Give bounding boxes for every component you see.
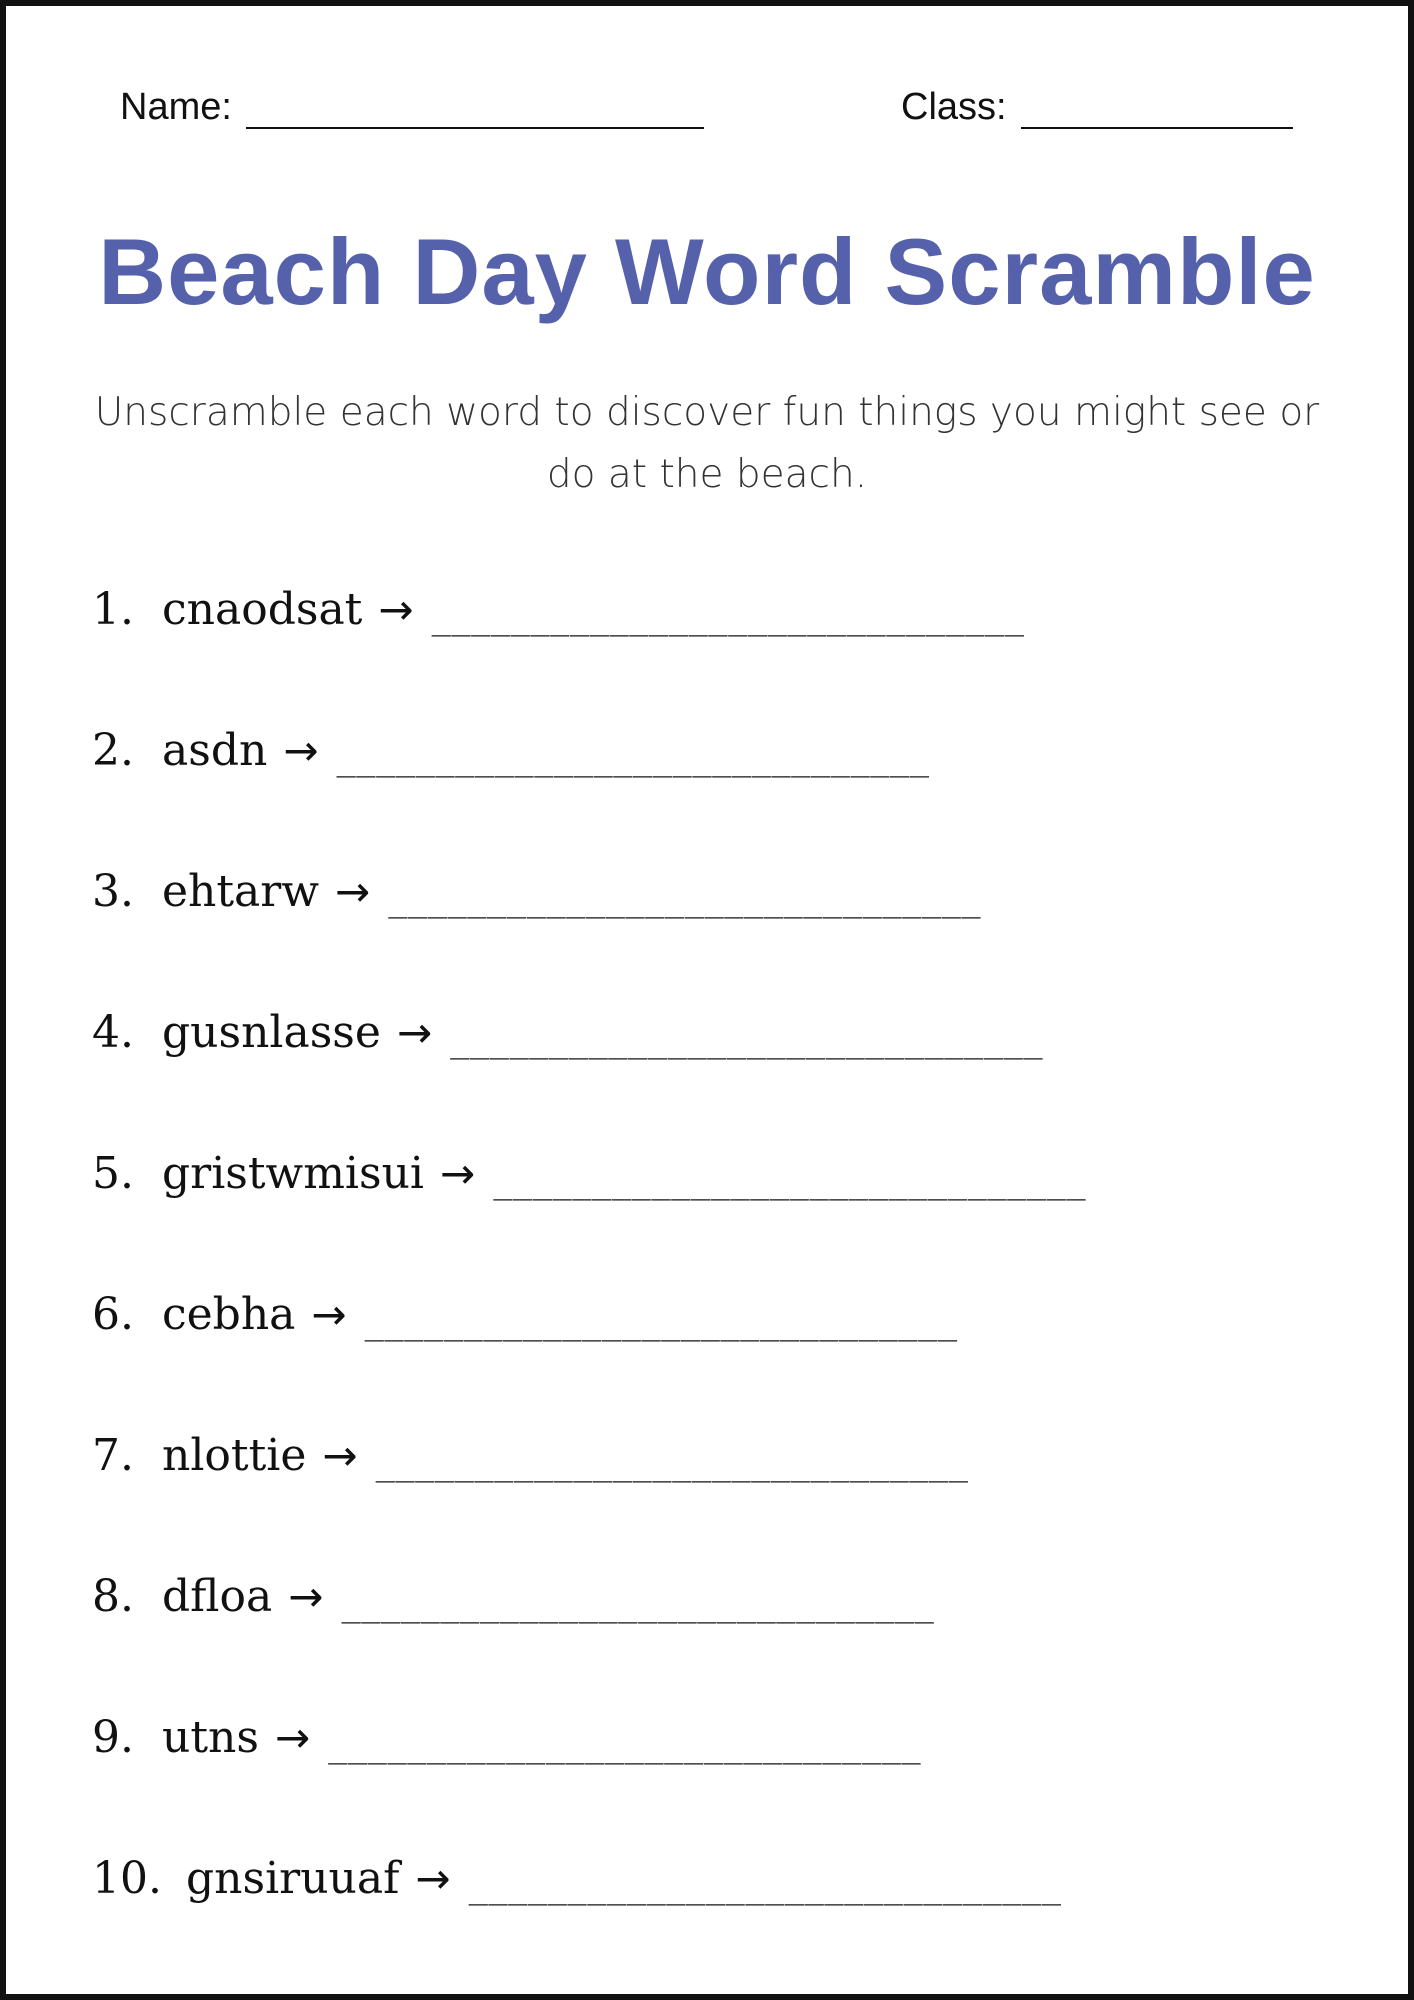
list-item	[92, 1557, 1312, 1698]
list-item	[92, 1275, 1312, 1416]
item-number: 1.	[92, 584, 134, 635]
item-number: 3.	[92, 866, 134, 917]
item-number: 5.	[92, 1148, 134, 1199]
item-number: 2.	[92, 725, 134, 776]
answer-blank[interactable]: ______________________________	[341, 1586, 935, 1624]
list-item	[92, 993, 1312, 1134]
header-row	[120, 86, 1296, 136]
list-item	[92, 1134, 1312, 1275]
class-label: Class:	[901, 86, 1007, 128]
list-item	[92, 1416, 1312, 1557]
item-number: 9.	[92, 1712, 134, 1763]
item-number: 6.	[92, 1289, 134, 1340]
answer-blank[interactable]: ______________________________	[431, 599, 1025, 637]
scrambled-word: gristwmisui	[162, 1148, 424, 1199]
scrambled-word: cebha	[162, 1289, 296, 1340]
arrow-icon: →	[283, 726, 319, 775]
answer-blank[interactable]: ______________________________	[336, 740, 930, 778]
answer-blank[interactable]: ______________________________	[450, 1022, 1044, 1060]
list-item	[92, 1698, 1312, 1839]
arrow-icon: →	[335, 867, 371, 916]
class-field	[901, 86, 1293, 129]
answer-blank[interactable]: ______________________________	[468, 1868, 1062, 1906]
arrow-icon: →	[396, 1008, 433, 1057]
scrambled-word: utns	[162, 1712, 259, 1763]
scrambled-word: nlottie	[162, 1430, 307, 1481]
name-label: Name:	[120, 86, 232, 128]
answer-blank[interactable]: ______________________________	[328, 1727, 922, 1765]
arrow-icon: →	[322, 1431, 358, 1480]
scrambled-word: ehtarw	[162, 866, 319, 917]
name-blank-line[interactable]	[246, 87, 704, 129]
item-number: 10.	[92, 1853, 162, 1904]
page-title: Beach Day Word Scramble	[98, 219, 1316, 324]
instructions: Unscramble each word to discover fun things you might see or do at the beach.	[94, 390, 1320, 497]
arrow-icon: →	[439, 1149, 476, 1198]
arrow-icon: →	[311, 1290, 347, 1339]
arrow-icon: →	[415, 1854, 451, 1903]
arrow-icon: →	[378, 585, 414, 634]
answer-blank[interactable]: ______________________________	[375, 1445, 969, 1483]
arrow-icon: →	[274, 1713, 311, 1762]
scrambled-word: dfloa	[162, 1571, 273, 1622]
item-number: 8.	[92, 1571, 134, 1622]
word-list	[92, 570, 1312, 1980]
arrow-icon: →	[288, 1572, 324, 1621]
answer-blank[interactable]: ______________________________	[493, 1163, 1087, 1201]
class-blank-line[interactable]	[1021, 87, 1293, 129]
item-number: 4.	[92, 1007, 134, 1058]
list-item	[92, 711, 1312, 852]
scrambled-word: gusnlasse	[162, 1007, 381, 1058]
list-item	[92, 852, 1312, 993]
list-item	[92, 570, 1312, 711]
item-number: 7.	[92, 1430, 134, 1481]
answer-blank[interactable]: ______________________________	[364, 1304, 958, 1342]
name-field	[120, 86, 704, 129]
list-item	[92, 1839, 1312, 1980]
scrambled-word: gnsiruuaf	[186, 1853, 400, 1904]
scrambled-word: cnaodsat	[162, 584, 363, 635]
answer-blank[interactable]: ______________________________	[388, 881, 982, 919]
scrambled-word: asdn	[162, 725, 268, 776]
